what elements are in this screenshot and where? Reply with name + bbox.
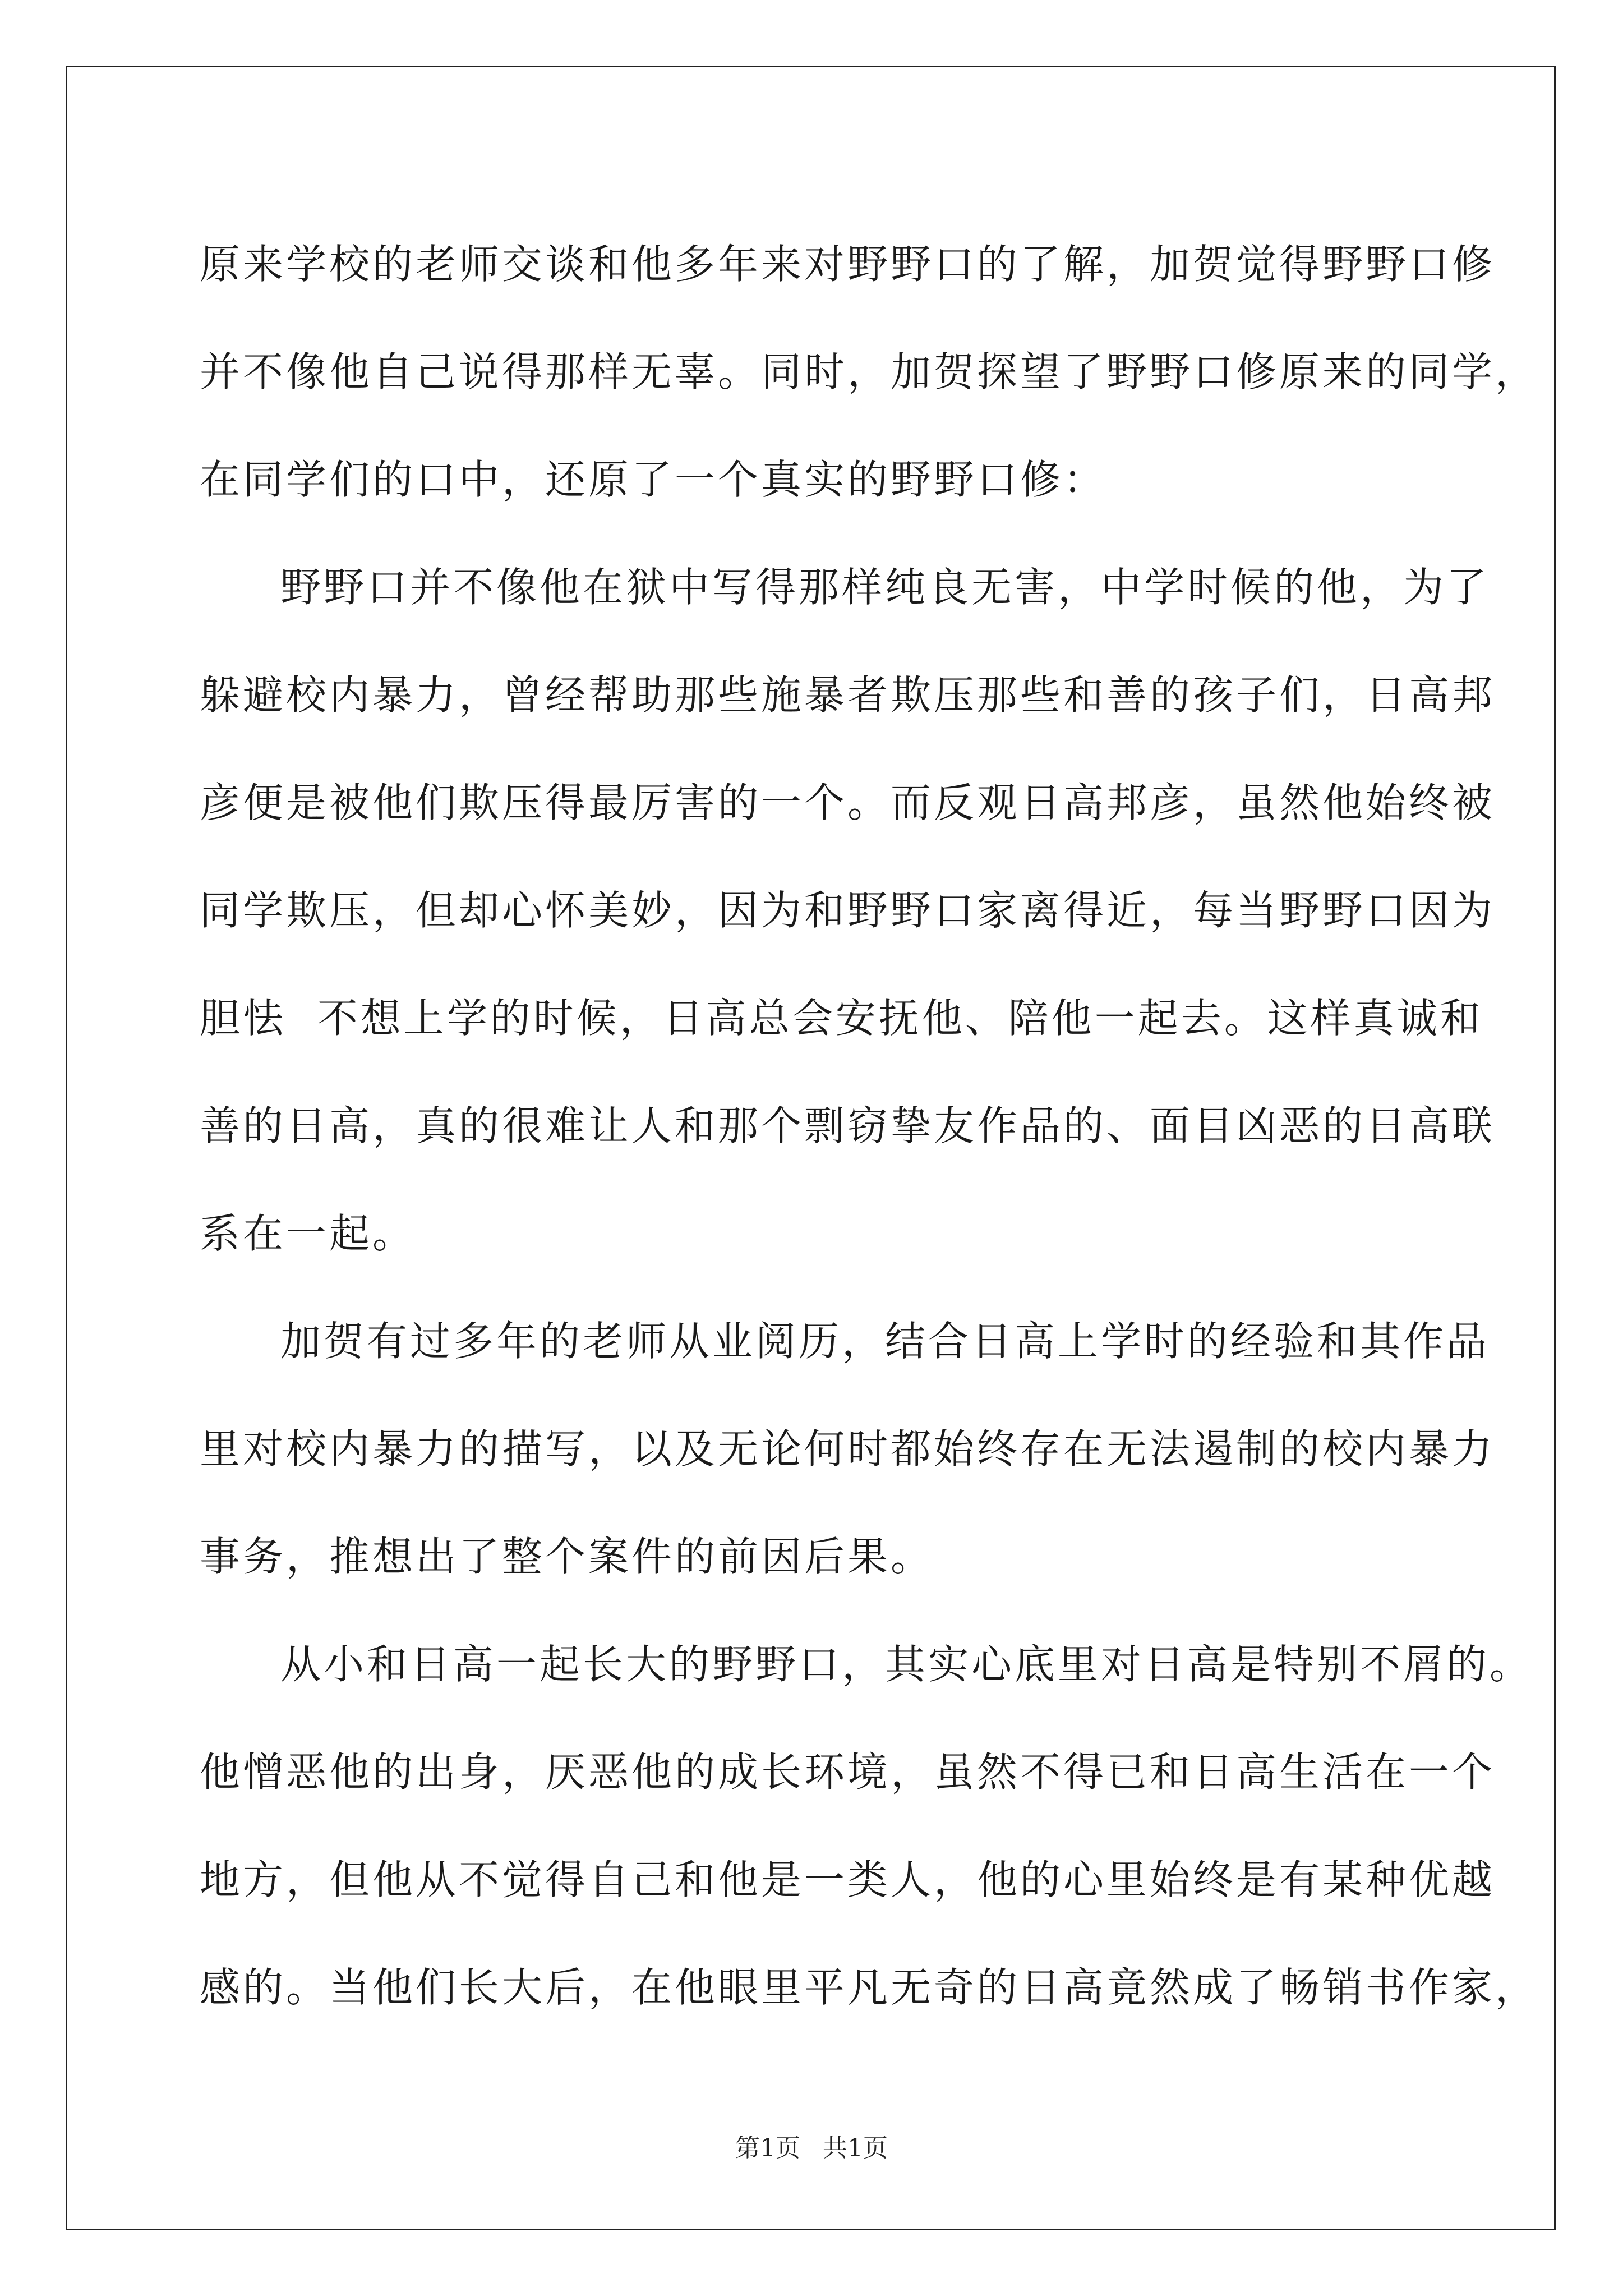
page-footer	[0, 2132, 1623, 2165]
text-line: 原来学校的老师交谈和他多年来对野野口的了解，加贺觉得野野口修	[200, 241, 1496, 288]
document-body	[200, 210, 1539, 2041]
text-line: 善的日高，真的很难让人和那个剽窃挚友作品的、面目凶恶的日高联	[200, 1102, 1496, 1149]
text-line: 同学欺压，但却心怀美妙，因为和野野口家离得近，每当野野口因为	[200, 887, 1496, 934]
paragraph-start-line: 从小和日高一起长大的野野口，其实心底里对日高是特别不屑的。	[280, 1641, 1533, 1688]
text-line: 里对校内暴力的描写，以及无论何时都始终存在无法遏制的校内暴力	[200, 1425, 1496, 1473]
text-line: 系在一起。	[200, 1210, 416, 1257]
page-total: 共1页	[823, 2134, 888, 2162]
text-line: 地方，但他从不觉得自己和他是一类人，他的心里始终是有某种优越	[200, 1856, 1496, 1903]
text-line: 胆怯 不想上学的时候，日高总会安抚他、陪他一起去。这样真诚和	[200, 995, 1483, 1042]
text-line: 他憎恶他的出身，厌恶他的成长环境，虽然不得已和日高生活在一个	[200, 1749, 1496, 1796]
paragraph-start-line: 野野口并不像他在狱中写得那样纯良无害，中学时候的他，为了	[280, 564, 1490, 611]
text-line: 感的。当他们长大后，在他眼里平凡无奇的日高竟然成了畅销书作家，	[200, 1964, 1539, 2011]
paragraph-start-line: 加贺有过多年的老师从业阅历，结合日高上学时的经验和其作品	[280, 1318, 1490, 1365]
text-line: 躲避校内暴力，曾经帮助那些施暴者欺压那些和善的孩子们，日高邦	[200, 671, 1496, 719]
text-line: 并不像他自己说得那样无辜。同时，加贺探望了野野口修原来的同学，	[200, 348, 1539, 395]
text-line: 在同学们的口中，还原了一个真实的野野口修：	[200, 456, 1107, 503]
text-line: 事务，推想出了整个案件的前因后果。	[200, 1533, 934, 1580]
page-number: 第1页	[735, 2134, 800, 2162]
text-line: 彦便是被他们欺压得最厉害的一个。而反观日高邦彦，虽然他始终被	[200, 779, 1496, 826]
